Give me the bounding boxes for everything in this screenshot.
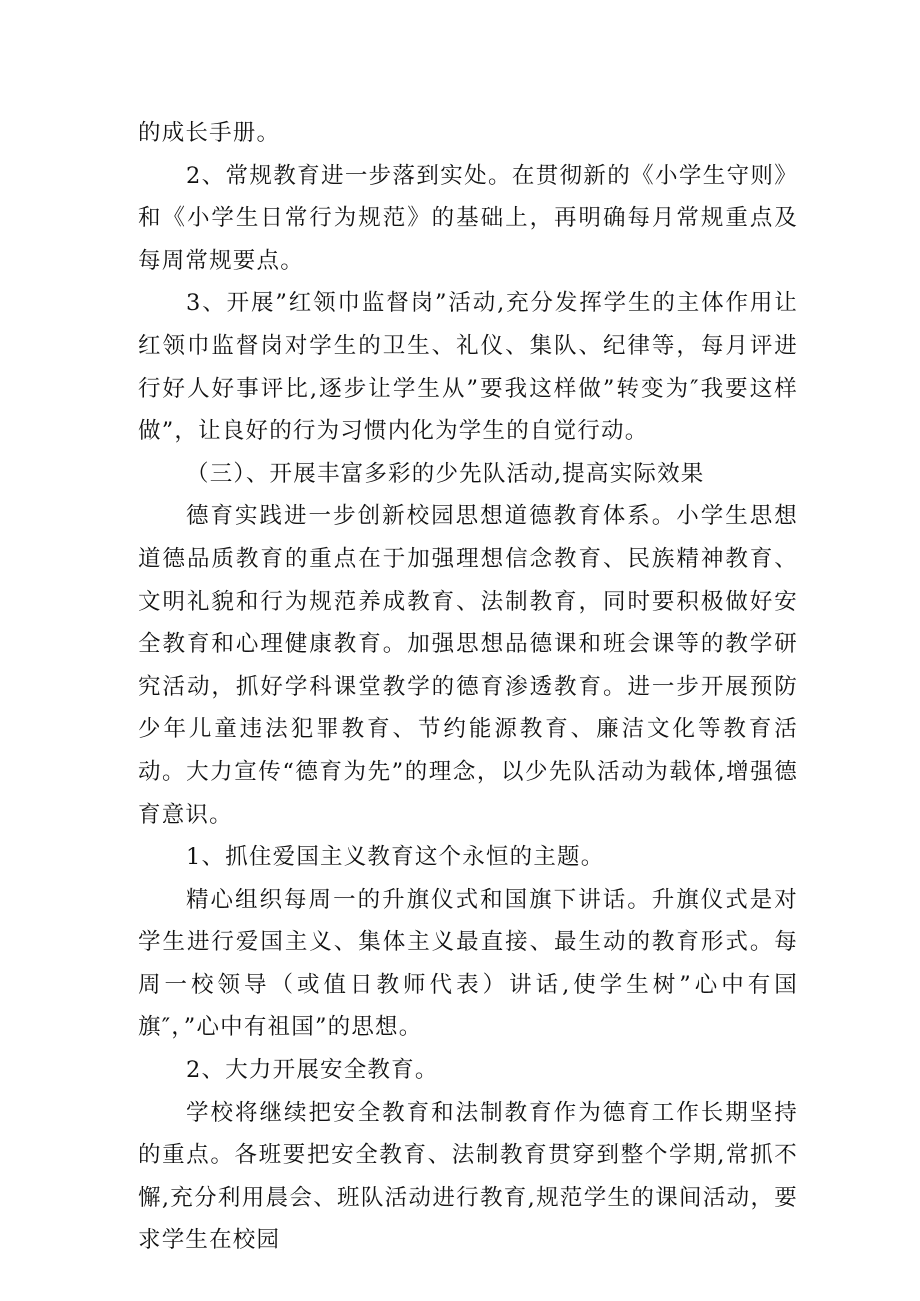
paragraph-item-2-routine-education: 2、常规教育进一步落到实处。在贯彻新的《小学生守则》和《小学生日常行为规范》的基础上，再明确每月常规重点及每周常规要点。	[138, 162, 798, 274]
paragraph-continuation: 的成长手册。	[138, 120, 281, 146]
paragraph-safety-legal-education: 学校将继续把安全教育和法制教育作为德育工作长期坚持的重点。各班要把安全教育、法制教育贯穿到整个学期,常抓不懈,充分利用晨会、班队活动进行教育,规范学生的课间活动，要求学生在校园	[138, 1099, 798, 1254]
paragraph-item-3-red-scarf-supervision: 3、开展”红领巾监督岗”活动,充分发挥学生的主体作用让红领巾监督岗对学生的卫生、礼仪、集队、纪律等，每月评进行好人好事评比,逐步让学生从”要我这样做”转变为″我要这样做”，让良好的行为习惯内化为学生的自觉行动。	[138, 290, 798, 445]
document-body	[138, 112, 798, 1262]
section-heading-3: （三）、开展丰富多彩的少先队活动,提高实际效果	[186, 460, 705, 487]
paragraph-item-1-patriotism: 1、抓住爱国主义教育这个永恒的主题。	[186, 844, 605, 871]
paragraph-item-2-safety-education: 2、大力开展安全教育。	[186, 1057, 439, 1084]
paragraph-flag-raising: 精心组织每周一的升旗仪式和国旗下讲话。升旗仪式是对学生进行爱国主义、集体主义最直接、最生动的教育形式。每周一校领导（或值日教师代表）讲话,使学生树”心中有国旗″，”心中有祖国”的思想。	[138, 886, 798, 1041]
paragraph-moral-education-practice: 德育实践进一步创新校园思想道德教育体系。小学生思想道德品质教育的重点在于加强理想信念教育、民族精神教育、文明礼貌和行为规范养成教育、法制教育，同时要积极做好安全教育和心理健康教育。加强思想品德课和班会课等的教学研究活动，抓好学科课堂教学的德育渗透教育。进一步开展预防少年儿童违法犯罪教育、节约能源教育、廉洁文化等教育活动。大力宣传“德育为先”的理念，以少先队活动为载体,增强德育意识。	[138, 503, 798, 828]
